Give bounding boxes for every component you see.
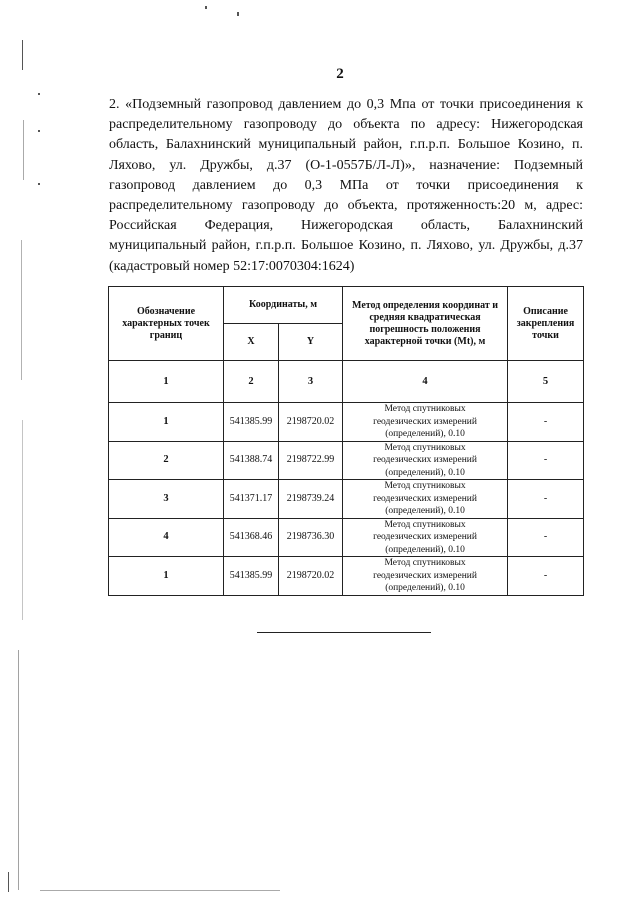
method-line: (определений), 0.10 bbox=[385, 467, 465, 478]
column-number: 2 bbox=[224, 361, 279, 403]
scan-mark bbox=[23, 120, 24, 180]
coord-x: 541385.99 bbox=[224, 557, 279, 596]
column-number: 1 bbox=[109, 361, 224, 403]
coord-y: 2198722.99 bbox=[279, 441, 343, 480]
scan-mark bbox=[237, 12, 239, 16]
scan-mark bbox=[205, 6, 207, 9]
page-number: 2 bbox=[336, 66, 344, 82]
header-y: Y bbox=[279, 324, 343, 361]
point-id: 3 bbox=[109, 480, 224, 519]
paragraph-line: распределительному газопроводу до объекта по адресу: Нижегородская bbox=[109, 117, 583, 133]
point-description: - bbox=[508, 518, 584, 557]
method-cell bbox=[343, 441, 508, 480]
column-numbering-row bbox=[109, 361, 584, 403]
paragraph-line: Российская Федерация, Нижегородская область, Балахнинский bbox=[109, 218, 583, 234]
point-id: 4 bbox=[109, 518, 224, 557]
boundary-points-table bbox=[108, 286, 584, 596]
table-row bbox=[109, 441, 584, 480]
method-line: геодезических измерений bbox=[373, 493, 477, 504]
method-line: геодезических измерений bbox=[373, 455, 477, 465]
end-divider-line bbox=[257, 632, 431, 633]
method-line: Метод спутниковых bbox=[384, 442, 466, 453]
header-method: Метод определения координат и средняя квадратическая погрешность положения характерной точки (Mt), м bbox=[343, 287, 508, 361]
coord-y: 2198720.02 bbox=[279, 557, 343, 596]
table-row bbox=[109, 403, 584, 442]
method-cell bbox=[343, 518, 508, 557]
scan-mark bbox=[21, 240, 22, 380]
method-line: Метод спутниковых bbox=[384, 404, 466, 414]
scan-mark bbox=[22, 40, 23, 70]
coord-x: 541388.74 bbox=[224, 441, 279, 480]
paragraph-line: область, Балахнинский муниципальный район, г.п.р.п. Большое Козино, п. bbox=[109, 137, 583, 153]
header-description: Описание закрепления точки bbox=[508, 287, 584, 361]
paragraph-line: 2. «Подземный газопровод давлением до 0,3 Мпа от точки присоединения к bbox=[109, 97, 583, 112]
point-id: 2 bbox=[109, 441, 224, 480]
coord-y: 2198736.30 bbox=[279, 518, 343, 557]
method-line: (определений), 0.10 bbox=[385, 506, 465, 516]
method-line: геодезических измерений bbox=[373, 416, 477, 427]
point-description: - bbox=[508, 403, 584, 442]
point-description: - bbox=[508, 441, 584, 480]
scan-mark bbox=[22, 420, 23, 620]
method-line: (определений), 0.10 bbox=[385, 583, 465, 593]
column-number: 3 bbox=[279, 361, 343, 403]
paragraph-line: муниципальный район, г.п.р.п. Большое Козино, п. Ляхово, ул. Дружбы, д.37 bbox=[109, 238, 583, 254]
scan-mark bbox=[38, 130, 40, 132]
method-line: Метод спутниковых bbox=[384, 519, 466, 530]
scan-mark bbox=[40, 890, 280, 891]
paragraph-line: газопровод давлением до 0,3 МПа от точки присоединения к bbox=[109, 177, 583, 193]
method-line: геодезических измерений bbox=[373, 570, 477, 581]
point-id: 1 bbox=[109, 403, 224, 442]
coord-y: 2198739.24 bbox=[279, 480, 343, 519]
header-point-designation: Обозначение характерных точек границ bbox=[109, 287, 224, 361]
paragraph-line: (кадастровый номер 52:17:0070304:1624) bbox=[109, 258, 355, 274]
scan-mark bbox=[8, 872, 9, 892]
paragraph-line: распределительному газопроводу до объекта, протяженность:20 м, адрес: bbox=[109, 198, 583, 214]
table-row bbox=[109, 518, 584, 557]
object-description-paragraph bbox=[109, 95, 583, 277]
point-description: - bbox=[508, 480, 584, 519]
column-number: 4 bbox=[343, 361, 508, 403]
column-number: 5 bbox=[508, 361, 584, 403]
method-cell bbox=[343, 557, 508, 596]
coord-x: 541385.99 bbox=[224, 403, 279, 442]
coord-x: 541368.46 bbox=[224, 518, 279, 557]
coord-y: 2198720.02 bbox=[279, 403, 343, 442]
scan-mark bbox=[38, 183, 40, 185]
method-line: (определений), 0.10 bbox=[385, 544, 465, 555]
method-cell bbox=[343, 403, 508, 442]
header-coordinates: Координаты, м bbox=[224, 287, 343, 324]
point-description: - bbox=[508, 557, 584, 596]
method-cell bbox=[343, 480, 508, 519]
paragraph-line: Ляхово, ул. Дружбы, д.37 (О-1-0557Б/Л-Л)», назначение: Подземный bbox=[109, 157, 583, 173]
table-row bbox=[109, 480, 584, 519]
coord-x: 541371.17 bbox=[224, 480, 279, 519]
table-row bbox=[109, 557, 584, 596]
method-line: Метод спутниковых bbox=[384, 558, 466, 568]
scan-mark bbox=[38, 93, 40, 95]
header-x: X bbox=[224, 324, 279, 361]
method-line: Метод спутниковых bbox=[384, 481, 466, 491]
point-id: 1 bbox=[109, 557, 224, 596]
method-line: геодезических измерений bbox=[373, 532, 477, 542]
scan-mark bbox=[18, 650, 19, 890]
method-line: (определений), 0.10 bbox=[385, 429, 465, 439]
